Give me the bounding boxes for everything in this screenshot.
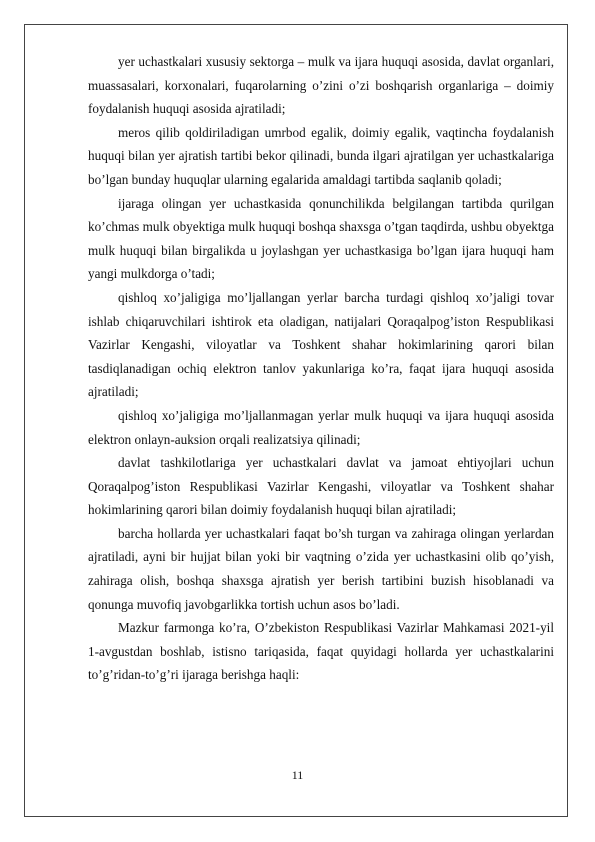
paragraph: meros qilib qoldiriladigan umrbod egalik, doimiy egalik, vaqtincha foydalanish huquqi bilan yer ajratish tartibi bekor qilinadi, bunda ilgari ajratilgan yer uchastkalariga bo’lgan bunday huquqlar ularning egalarida amaldagi tartibda saqlanib qoladi; xyxy=(88,124,554,187)
paragraph: barcha hollarda yer uchastkalari faqat bo’sh turgan va zahiraga olingan yerlardan ajratiladi, ayni bir hujjat bilan yoki bir vaqtning o’zida yer uchastkasini olib qo’yish, zahiraga olish, boshqa shaxsga ajratish yer berish tartibini buzish hisoblanadi va qonunga muvofiq javobgarlikka tortish uchun asos bo’ladi. xyxy=(88,525,554,612)
paragraph: yer uchastkalari xususiy sektorga – mulk va ijara huquqi asosida, davlat organlari, muassasalari, korxonalari, fuqarolarning o’zini o’zi boshqarish organlariga – doimiy foydalanish huquqi asosida ajratiladi; xyxy=(88,54,554,117)
page-number: 11 xyxy=(291,768,304,782)
paragraph: qishloq xo’jaligiga mo’ljallanmagan yerlar mulk huquqi va ijara huquqi asosida elektron onlayn-auksion orqali realizatsiya qilinadi; xyxy=(88,407,554,447)
paragraph: Mazkur farmonga ko’ra, O’zbekiston Respublikasi Vazirlar Mahkamasi 2021-yil 1-avgustdan boshlab, istisno tariqasida, faqat quyidagi hollarda yer uchastkalarini to’g’ridan-to’g’ri ijaraga berishga haqli: xyxy=(88,620,554,683)
document-body xyxy=(88,50,554,687)
paragraph: ijaraga olingan yer uchastkasida qonunchilikda belgilangan tartibda qurilgan ko’chmas mulk obyektiga mulk huquqi boshqa shaxsga o’tgan taqdirda, ushbu obyektga mulk huquqi bilan birgalikda u joylashgan yer uchastkasiga bo’lgan ijara huquqi ham yangi mulkdorga o’tadi; xyxy=(88,195,555,282)
paragraph: qishloq xo’jaligiga mo’ljallangan yerlar barcha turdagi qishloq xo’jaligi tovar ishlab chiqaruvchilari ishtirok eta oladigan, natijalari Qoraqalpog’iston Respublikasi Vazirlar Kengashi, viloyatlar va Toshkent shahar hokimlarining qarori bilan tasdiqlanadigan ochiq elektron tanlov yakunlariga ko’ra, faqat ijara huquqi asosida ajratiladi; xyxy=(88,289,554,400)
paragraph: davlat tashkilotlariga yer uchastkalari davlat va jamoat ehtiyojlari uchun Qoraqalpog’iston Respublikasi Vazirlar Kengashi, viloyatlar va Toshkent shahar hokimlarining qarori bilan doimiy foydalanish huquqi bilan ajratiladi; xyxy=(88,455,554,518)
